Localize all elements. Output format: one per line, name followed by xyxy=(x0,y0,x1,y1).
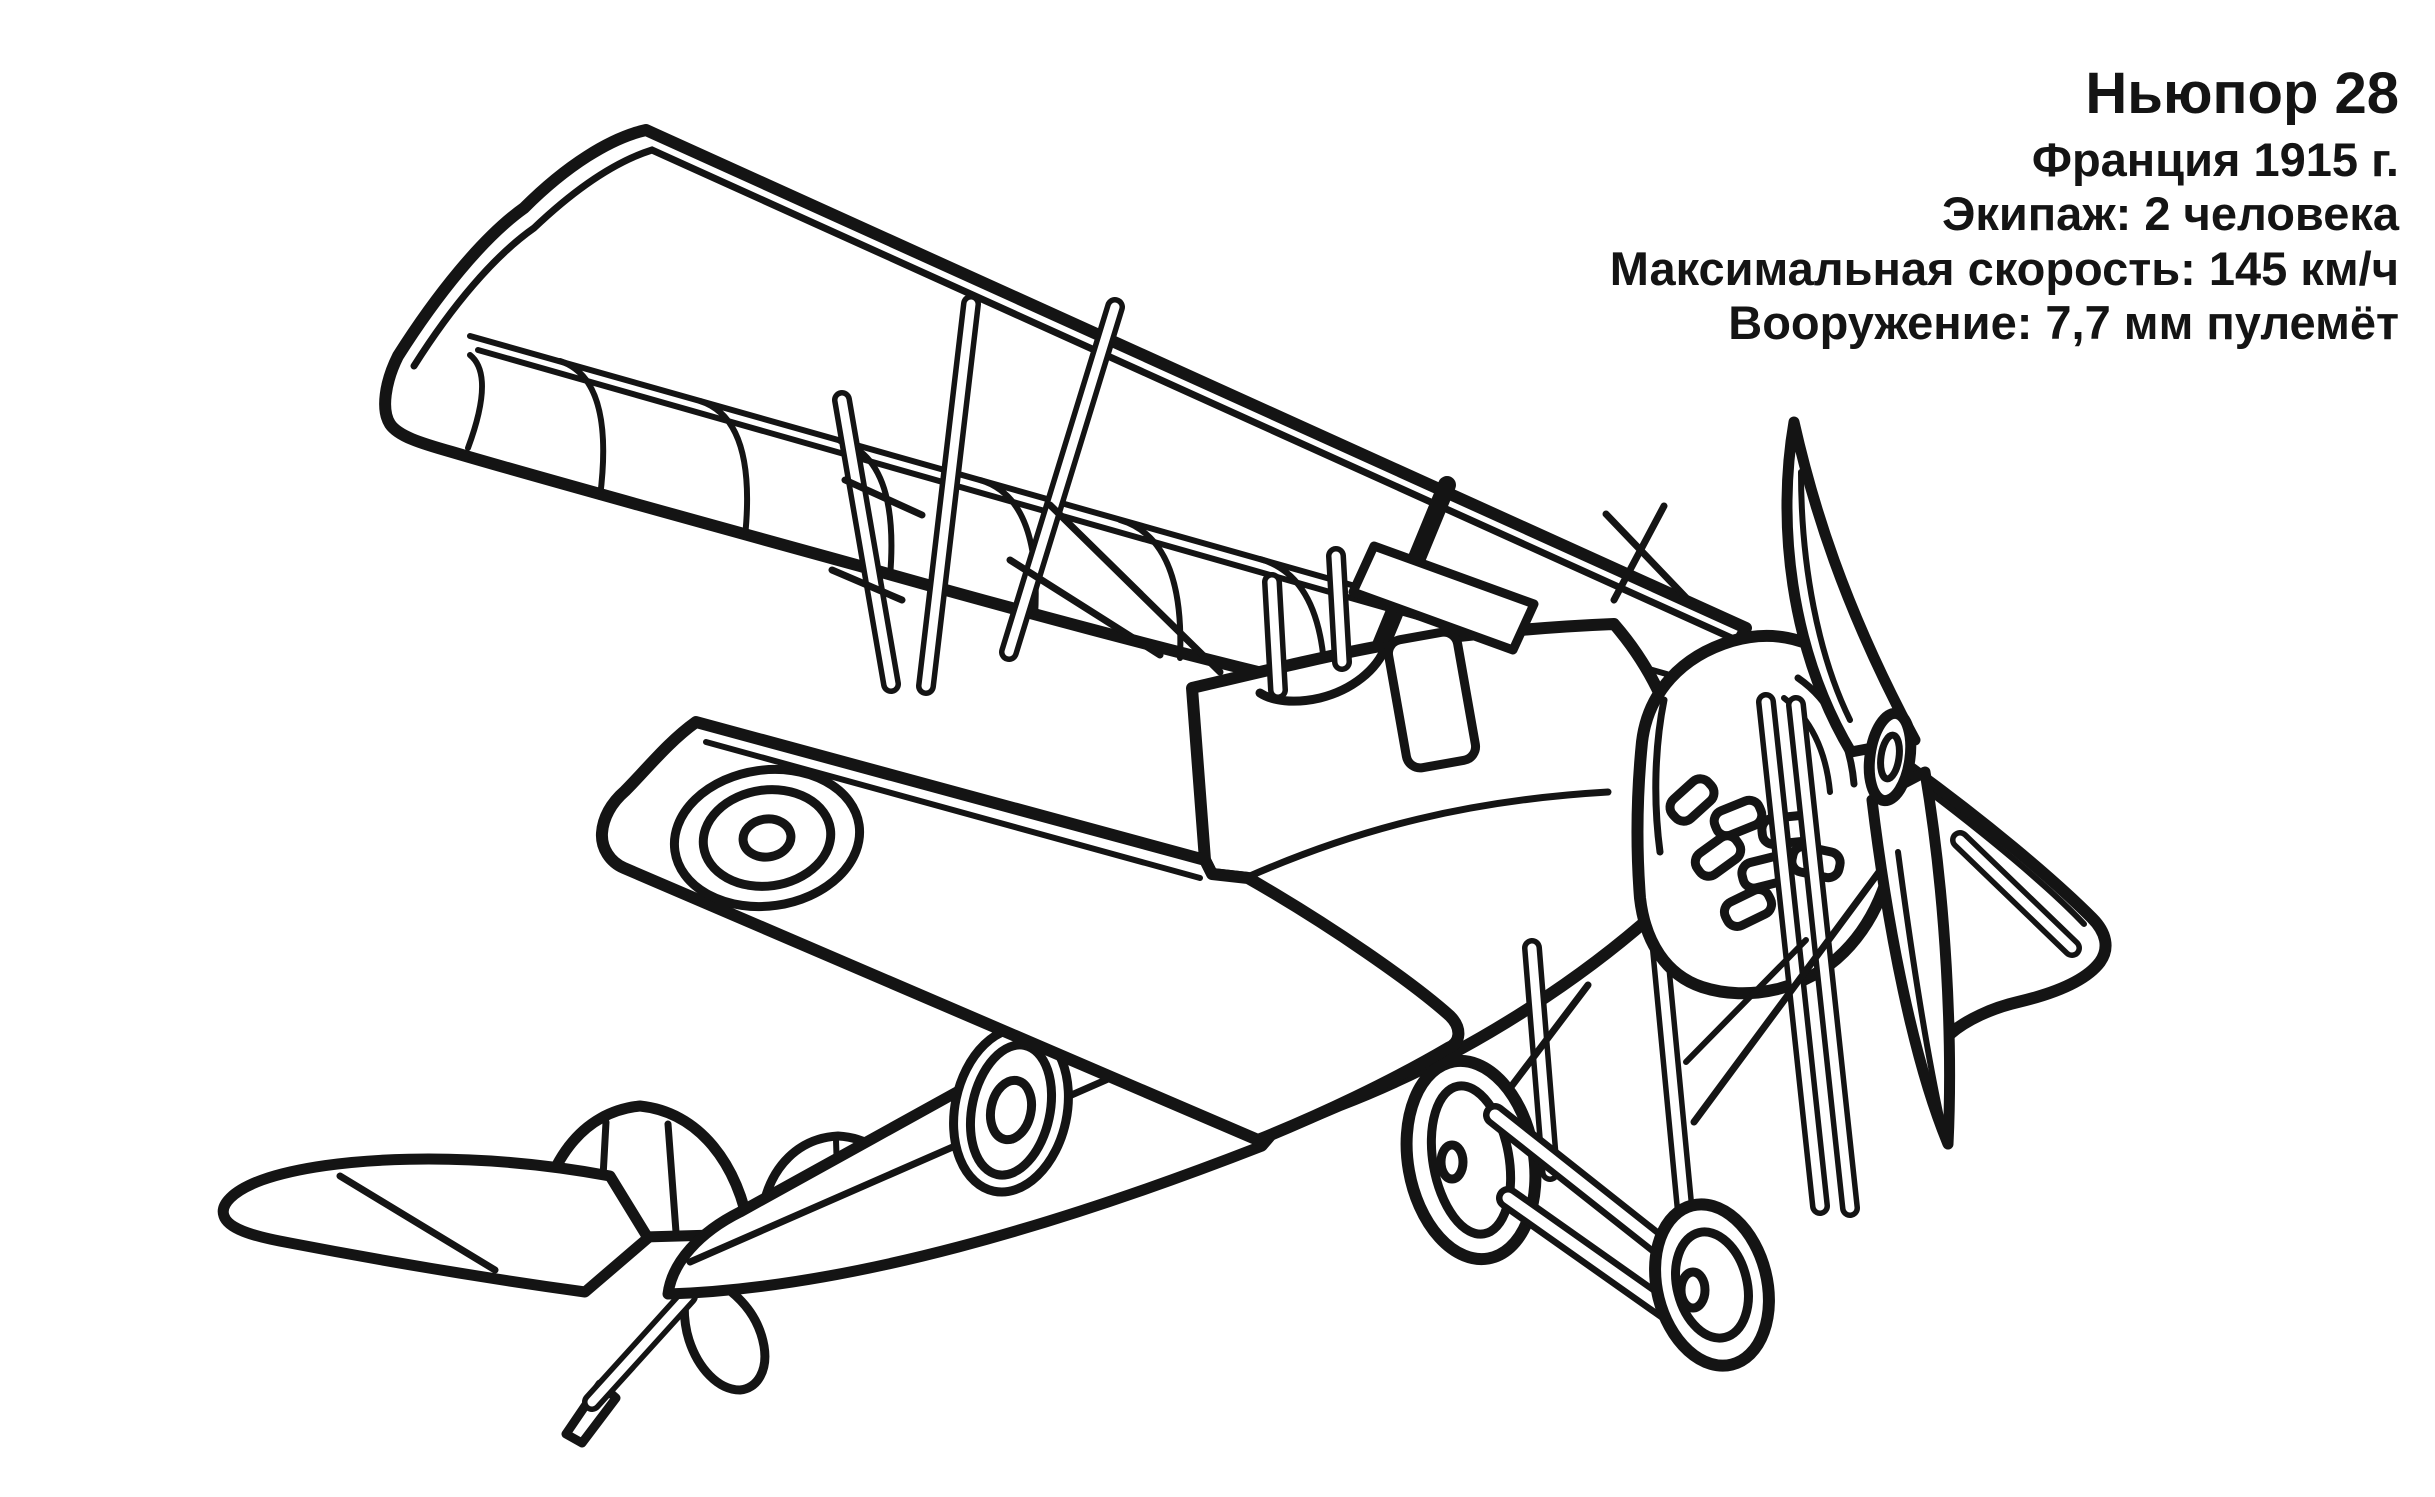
spec-country-year: Франция 1915 г. xyxy=(2031,132,2399,186)
front-wheel-hub xyxy=(1441,1145,1463,1179)
spec-panel xyxy=(1609,61,2399,351)
spec-armament: Вооружение: 7,7 мм пулемёт xyxy=(1728,296,2399,350)
front-wheel xyxy=(1392,1051,1551,1270)
spec-max-speed: Максимальная скорость: 145 км/ч xyxy=(1609,241,2399,295)
rear-wheel xyxy=(1639,1192,1785,1378)
rear-wheel-hub xyxy=(1681,1272,1705,1308)
aircraft-title: Ньюпор 28 xyxy=(2085,61,2399,126)
spec-crew: Экипаж: 2 человека xyxy=(1941,187,2399,241)
stabilizer xyxy=(223,1159,648,1292)
